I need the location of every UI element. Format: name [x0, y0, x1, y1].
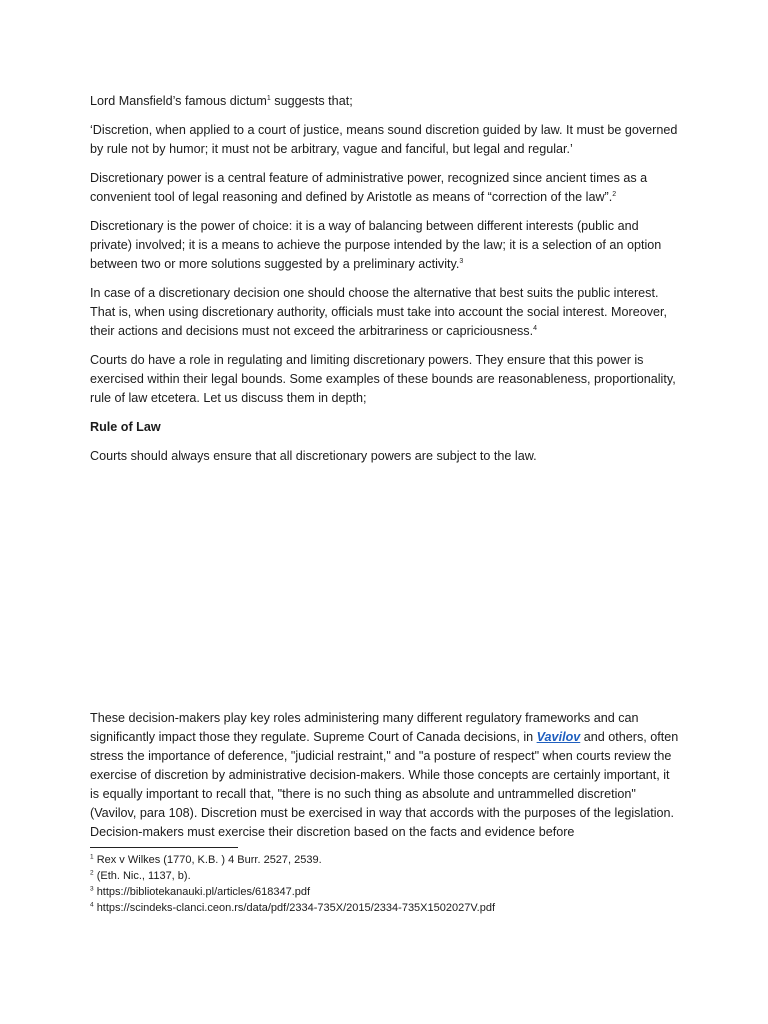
- paragraph-7: Courts should always ensure that all discretionary powers are subject to the law.: [90, 449, 537, 463]
- footnote-4-url[interactable]: https://scindeks-clanci.ceon.rs/data/pdf/2334-735X/2015/2334-735X1502027V.pdf: [96, 902, 496, 914]
- footnote-ref-3[interactable]: 3: [459, 257, 464, 265]
- paragraph-quote: ‘Discretion, when applied to a court of justice, means sound discretion guided by law. It must be governed by rule not by humor; it must not be arbitrary, vague and fanciful, but legal and regular.’: [90, 123, 678, 156]
- footnote-ref-1[interactable]: 1: [266, 94, 271, 102]
- paragraph-3: Discretionary power is a central feature of administrative power, recognized since ancient times as a convenient tool of legal reasoning and defined by Aristotle as means of “correction of the law”.$^2$: [90, 171, 648, 204]
- paragraph-4: Discretionary is the power of choice: it is a way of balancing between different interests (public and private) involved; it is a means to achieve the purpose intended by the law; it is a selection of an option between two or more solutions suggested by a preliminary activity.$^3$: [90, 219, 662, 271]
- footnotes: [90, 852, 690, 916]
- paragraph-8: These decision-makers play key roles administering many different regulatory frameworks and can significantly impact those they regulate. Supreme Court of Canada decisions, in Vavilov and others, often stress the importance of deference, "judicial restraint," and "a posture of respect" when courts review the exercise of discretion by administrative decision-makers. While those concepts are certainly important, it is equally important to recall that, "there is no such thing as absolute and untrammelled discretion" (Vavilov, para 108). Discretion must be exercised in way that accords with the purposes of the legislation. Decision-makers must exercise their discretion based on the facts and evidence before: [90, 711, 679, 839]
- paragraph-1: Lord Mansfield’s famous dictum$^1$ suggests that;: [90, 94, 353, 108]
- footnote-3: $^3$ https://bibliotekanauki.pl/articles/618347.pdf: [90, 885, 311, 898]
- paragraph-6: Courts do have a role in regulating and limiting discretionary powers. They ensure that this power is exercised within their legal bounds. Some examples of these bounds are reasonableness, proportionality, rule of law etcetera. Let us discuss them in depth;: [90, 353, 676, 405]
- footnote-ref-2[interactable]: 2: [612, 190, 617, 198]
- footnote-ref-4[interactable]: 4: [533, 324, 538, 332]
- footnote-1: $^1$ Rex v Wilkes (1770, K.B. ) 4 Burr. 2527, 2539.: [90, 853, 322, 866]
- body-bottom: [90, 709, 680, 852]
- section-heading: Rule of Law: [90, 420, 161, 434]
- body-top: [90, 92, 680, 476]
- footnote-3-url[interactable]: https://bibliotekanauki.pl/articles/618347.pdf: [96, 886, 311, 898]
- footnote-separator: [90, 847, 238, 848]
- vavilov-link[interactable]: Vavilov: [536, 730, 581, 744]
- footnote-2: $^2$ (Eth. Nic., 1137, b).: [90, 869, 191, 882]
- footnote-4: $^4$ https://scindeks-clanci.ceon.rs/data/pdf/2334-735X/2015/2334-735X1502027V.pdf: [90, 901, 496, 914]
- paragraph-5: In case of a discretionary decision one should choose the alternative that best suits the public interest. That is, when using discretionary authority, officials must take into account the social interest. Moreover, their actions and decisions must not exceed the arbitrariness or capriciousness.$^4$: [90, 286, 668, 338]
